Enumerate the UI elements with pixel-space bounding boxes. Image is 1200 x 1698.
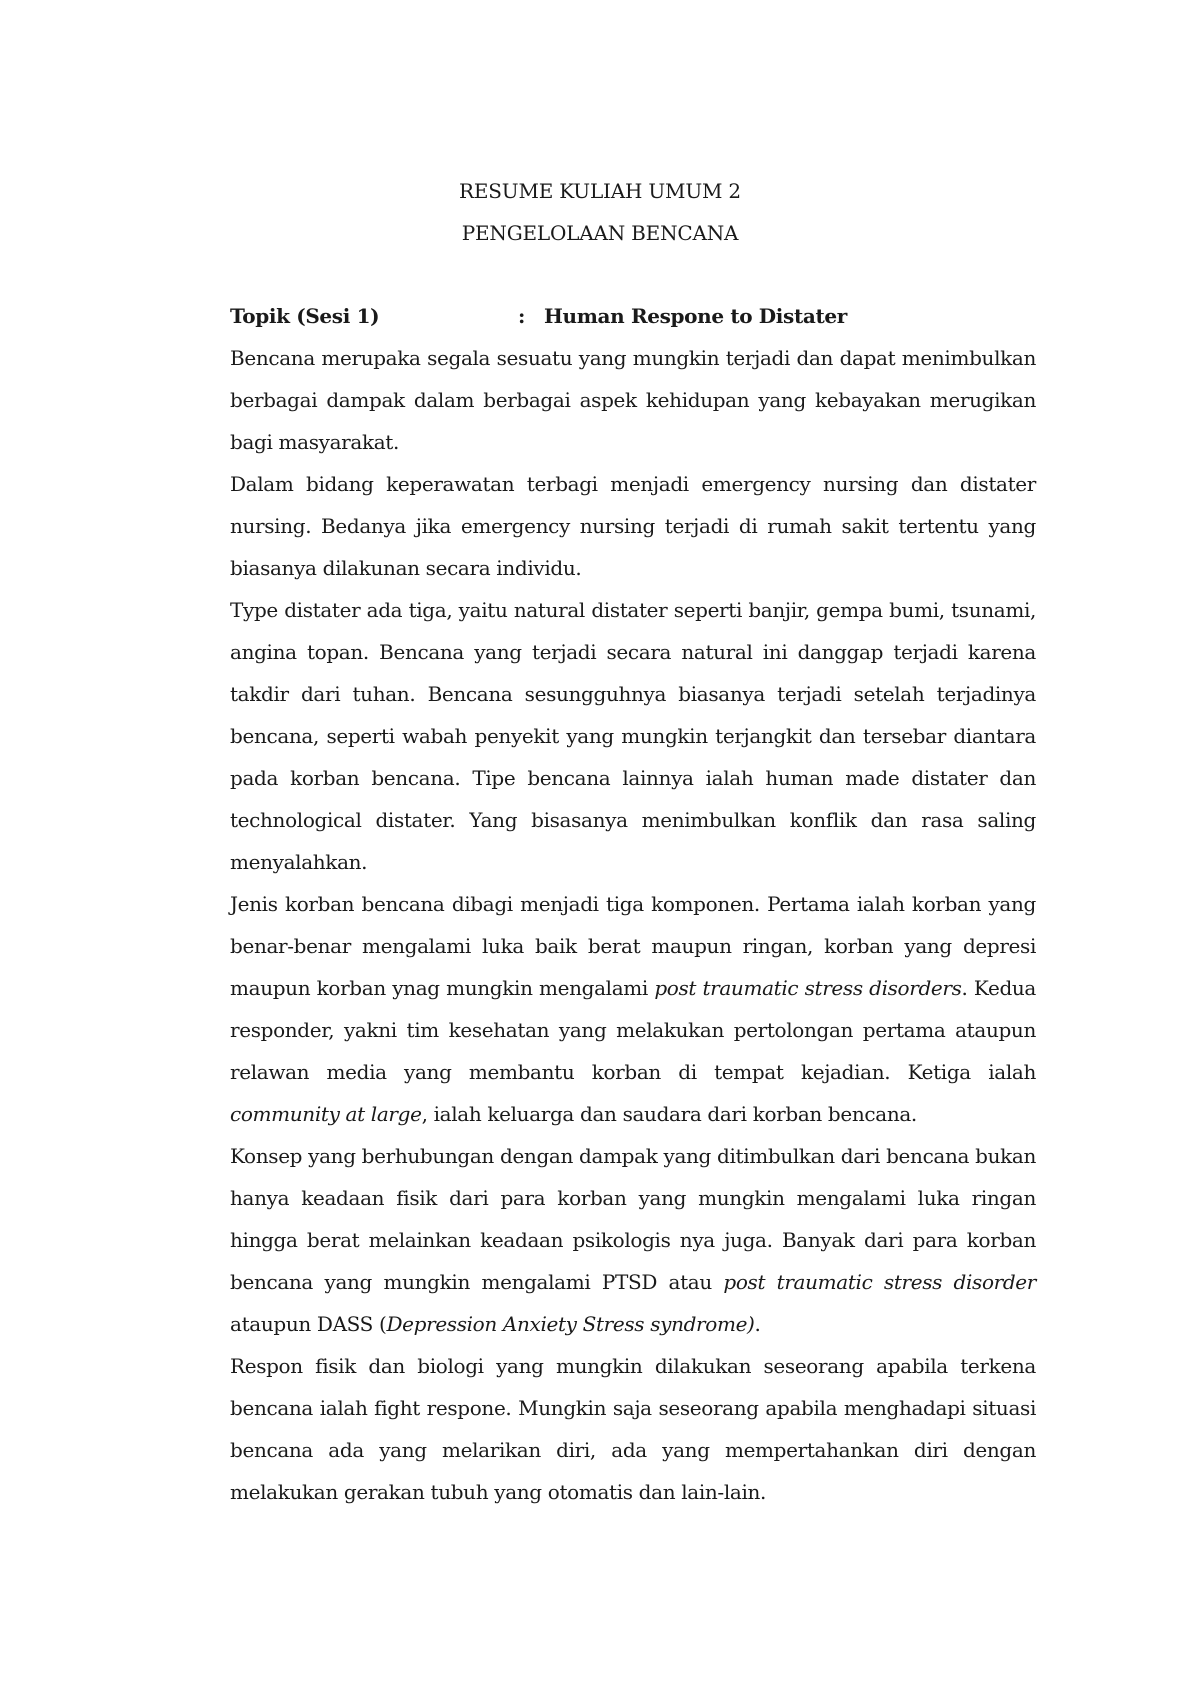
- paragraph-definition: Bencana merupaka segala sesuatu yang mungkin terjadi dan dapat menimbulkan berbagai dampak dalam berbagai aspek kehidupan yang kebayakan merugikan bagi masyarakat.: [230, 346, 1036, 454]
- topic-value: Human Respone to Distater: [544, 304, 847, 328]
- victim-types-italic-2: community at large: [230, 1102, 422, 1126]
- topic-separator: :: [518, 304, 526, 328]
- document-title: RESUME KULIAH UMUM 2: [459, 179, 741, 203]
- paragraph-disaster-types: Type distater ada tiga, yaitu natural distater seperti banjir, gempa bumi, tsunami, angina topan. Bencana yang terjadi secara natural ini danggap terjadi karena takdir dari tuhan. Bencana sesungguhnya biasanya terjadi setelah terjadinya bencana, seperti wabah penyekit yang mungkin terjangkit dan tersebar diantara pada korban bencana. Tipe bencana lainnya ialah human made distater dan technological distater. Yang bisasanya menimbulkan konflik dan rasa saling menyalahkan.: [230, 598, 1036, 874]
- topic-label: Topik (Sesi 1): [230, 304, 380, 328]
- document-body: [230, 295, 1036, 1513]
- impact-concept-text-1: Konsep yang berhubungan dengan dampak yang ditimbulkan dari bencana bukan hanya keadaan fisik dari para korban yang mungkin mengalami luka ringan hingga berat melainkan keadaan psikologis nya juga. Banyak dari para korban bencana yang mungkin mengalami PTSD atau: [230, 1144, 1036, 1294]
- victim-types-text-1: Jenis korban bencana dibagi menjadi tiga komponen. Pertama ialah korban yang benar-benar mengalami luka baik berat maupun ringan, korban yang depresi maupun korban ynag mungkin mengalami: [230, 892, 1036, 1000]
- impact-concept-italic-1: post traumatic stress disorder: [723, 1270, 1037, 1294]
- paragraph-nursing: Dalam bidang keperawatan terbagi menjadi emergency nursing dan distater nursing. Bedanya jika emergency nursing terjadi di rumah sakit tertentu yang biasanya dilakunan secara individu.: [230, 472, 1036, 580]
- impact-concept-text-2: ataupun DASS (: [230, 1312, 387, 1336]
- impact-concept-text-3: .: [754, 1312, 761, 1336]
- paragraph-impact-concept: [230, 1135, 1036, 1345]
- victim-types-text-3: , ialah keluarga dan saudara dari korban bencana.: [421, 1102, 917, 1126]
- impact-concept-italic-2: Depression Anxiety Stress syndrome): [386, 1312, 755, 1336]
- topic-line: [230, 295, 1036, 337]
- victim-types-italic-1: post traumatic stress disorders: [654, 976, 962, 1000]
- paragraph-victim-types: [230, 883, 1036, 1135]
- paragraph-physical-response: Respon fisik dan biologi yang mungkin dilakukan seseorang apabila terkena bencana ialah fight respone. Mungkin saja seseorang apabila menghadapi situasi bencana ada yang melarikan diri, ada yang mempertahankan diri dengan melakukan gerakan tubuh yang otomatis dan lain-lain.: [230, 1354, 1036, 1504]
- document-subtitle: PENGELOLAAN BENCANA: [461, 221, 739, 245]
- document-title-block: [0, 170, 1200, 254]
- victim-types-text-2: . Kedua responder, yakni tim kesehatan yang melakukan pertolongan pertama ataupun relawan media yang membantu korban di tempat kejadian. Ketiga ialah: [230, 976, 1037, 1084]
